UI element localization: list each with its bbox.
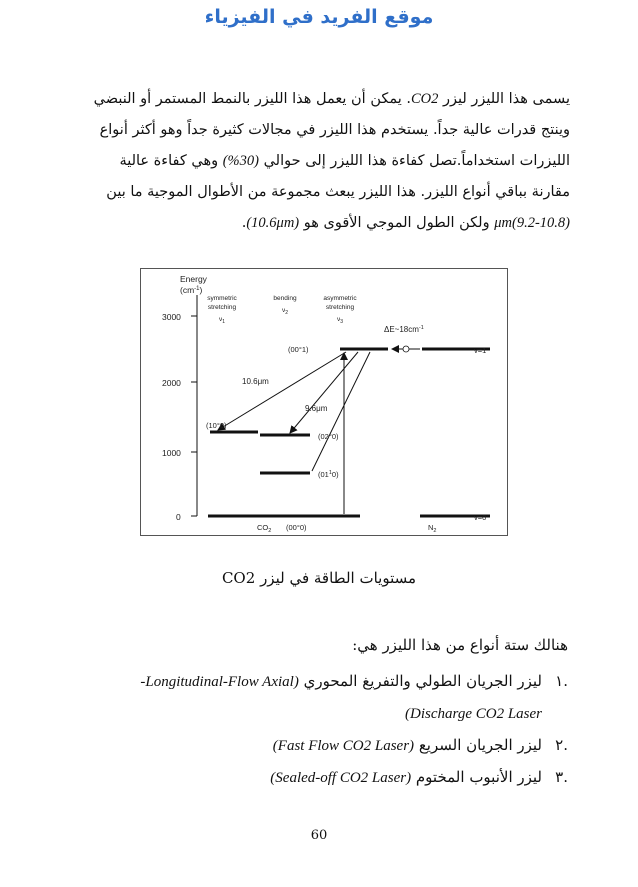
mode-asymmetric-1: asymmetric (323, 295, 357, 302)
wavelength-9-6-label: 9.6μm (305, 404, 328, 413)
v0-label: v=0 (474, 513, 487, 522)
co2-molecule-label: $CO_2$ (257, 523, 272, 534)
level-label-02-0: (02°0) (318, 432, 339, 441)
mode-symmetric-2: stretching (207, 304, 237, 311)
mode-symmetric-1: symmetric (207, 295, 237, 302)
efficiency-value: (30%) (222, 153, 259, 169)
list-item: .١ليزر الجريان الطولي والتفريغ المحوري (Longitudinal-Flow Axial- Discharge CO2 Laser) (48, 666, 568, 730)
delta-e-label: $\Delta E\sim 18cm^{-1}$ (384, 325, 424, 334)
level-label-10-0: (10°0) (206, 421, 227, 430)
co2-formula: CO2 (411, 91, 439, 107)
tick-label-0: 0 (176, 512, 181, 522)
mode-bending: bending (273, 295, 297, 302)
transfer-marker (403, 346, 409, 352)
transition-9-6um (290, 352, 358, 433)
energy-level-svg (140, 268, 508, 536)
para-line-3: الليزرات استخداماً.تصل كفاءة هذا الليزر إلى حوالي (30%) وهي كفاءة عالية (119, 153, 570, 169)
para-line-1: يسمى هذا الليزر ليزر CO2. يمكن أن يعمل هذا الليزر بالنمط المستمر أو النبضي (93, 91, 570, 107)
para-line-4: مقارنة بباقي أنواع الليزر. هذا الليزر يبعث مجموعة من الأطوال الموجية ما بين (106, 184, 570, 200)
page-number: 60 (310, 828, 328, 843)
energy-axis-label: Energy (180, 274, 207, 284)
transition-10-6um (218, 352, 346, 430)
tick-label-2000: 2000 (162, 378, 181, 388)
list-item: .٣ليزر الأنبوب المختوم (Sealed-off CO2 Laser) (48, 762, 568, 794)
list-intro: هنالك ستة أنواع من هذا الليزر هي: (352, 636, 568, 654)
mode-asymmetric-nu: $\nu_3$ (336, 316, 344, 325)
energy-level-diagram (140, 268, 508, 536)
v1-label: v=1 (474, 346, 487, 355)
list-item: .٢ليزر الجريان السريع (Fast Flow CO2 Laser) (48, 730, 568, 762)
peak-wavelength: (10.6μm) (246, 215, 300, 231)
list-number: .١ (555, 672, 568, 690)
laser-types-list (48, 666, 568, 794)
diagram-caption: مستويات الطاقة في ليزر CO2 (221, 569, 417, 587)
list-number: .٢ (555, 736, 568, 754)
body-paragraph (70, 84, 570, 239)
para-line-5: (9.2-10.8)μm ولكن الطول الموجي الأقوى هو (10.6μm). (241, 215, 570, 231)
energy-axis-unit: $(cm^{-1})$ (180, 285, 203, 295)
site-title: موقع الفريد في الفيزياء (204, 6, 434, 28)
tick-label-3000: 3000 (162, 312, 181, 322)
level-label-00-1: (00°1) (288, 345, 309, 354)
mode-symmetric-nu: $\nu_1$ (218, 316, 226, 325)
para-line-2: وينتج قدرات عالية جداً. يستخدم هذا الليزر في مجالات كثيرة جداً وهو أكثر أنواع (99, 122, 570, 138)
list-number: .٣ (555, 768, 568, 786)
mode-asymmetric-2: stretching (325, 304, 355, 311)
wavelength-range: (9.2-10.8)μm (494, 215, 570, 231)
level-label-01-0: $(01^10)$ (318, 470, 339, 479)
ground-level-label: (00°0) (286, 523, 307, 532)
wavelength-10-6-label: 10.6μm (242, 377, 269, 386)
tick-label-1000: 1000 (162, 448, 181, 458)
diagram-frame (141, 269, 508, 536)
n2-molecule-label: $N_2$ (428, 523, 437, 534)
caption-formula: CO2 (221, 569, 256, 587)
mode-bending-nu: $\nu_2$ (281, 307, 289, 316)
